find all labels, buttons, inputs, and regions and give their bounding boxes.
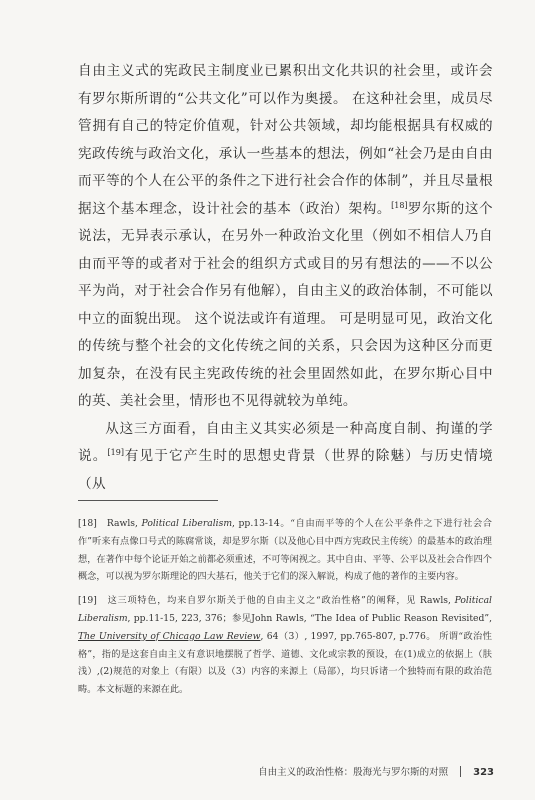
footnote-18-book-title: Political Liberalism: [141, 518, 233, 529]
paragraph-2-continued: 有见于它产生时的思想史背景（世界的除魅）与历史情境（从: [78, 448, 494, 492]
paragraph-1: [78, 58, 493, 416]
page-number: 323: [473, 767, 494, 778]
footnote-18-number: [18]: [78, 518, 97, 529]
footer-separator: [460, 766, 461, 777]
paragraph-2-text: 从这三方面看，自由主义其实必须是一种高度自制、拘谨的学说。: [78, 420, 493, 464]
footnote-19-number: [19]: [78, 595, 97, 607]
footnote-divider: [78, 500, 218, 501]
footnote-ref-19[interactable]: [19]: [107, 448, 124, 457]
running-title: 自由主义的政治性格：殷海光与罗尔斯的对照: [258, 767, 449, 778]
footnote-ref-18[interactable]: [18]: [391, 200, 408, 210]
running-footer: [258, 764, 494, 778]
paragraph-1-text: 自由主义式的宪政民主制度业已累积出文化共识的社会里，或许会有罗尔斯所谓的“公共文化”可以作为奥援。 在这种社会里，成员尽管拥有自己的特定价值观，针对公共领域，却均能根据具有权威的宪政传统与政治文化，承认一些基本的想法，例如“社会乃是由自由而平等的个人在公平的条件之下进行社会合作的体制”，并且尽量根据这个基本理念，设计社会的基本（政治）架构。: [78, 63, 493, 217]
footnote-19-book-title: Political Liberalism: [78, 595, 492, 624]
paragraph-1-continued: 罗尔斯的这个说法，无异表示承认，在另外一种政治文化里（例如不相信人乃自由而平等的或者对于社会的组织方式或目的另有想法的——不以公平为尚，对于社会合作另有他解），自由主义的政治体制，不可能以中立的面貌出现。 这个说法或许有道理。 可是明显可见，政治文化的传统与整个社会的文化传统之间的关系，只会因为这种区分而更加复杂，在没有民主宪政传统的社会里固然如此，在罗尔斯心目中的英、美社会里，情形也不见得就较为单纯。: [78, 200, 494, 409]
paragraph-2: [78, 416, 493, 499]
footnote-19-text-c: , pp.11-15, 223, 376；参见John Rawls, “The Idea of Public Reason Revisited”,: [127, 612, 492, 624]
footnote-19-text-e: , 64（3）, 1997, pp.765-807, p.776。 所谓“政治性格”，指的是这套自由主义有意识地摆脱了哲学、道德、文化或宗教的预设，在(1)成立的依据上（肤浅）,(2)规范的对象上（有限）以及（3）内容的来源上（局部），均只诉诸一个独特而有限的政治范畴。本文标题的来源在此。: [78, 630, 492, 696]
footnote-19-journal-title: The University of Chicago Law Review: [78, 630, 261, 642]
footnotes: [78, 515, 492, 705]
footnote-19: [78, 592, 492, 699]
footnote-18-text-c: , pp.13-14。“自由而平等的个人在公平条件之下进行社会合作”听来有点像口号式的陈腐常谈，却是罗尔斯（以及他心目中西方宪政民主传统）的最基本的政治理想，在著作中每个论证开始之前都必须重述，不可等闲视之。其中自由、平等、公平以及社会合作四个概念，可以视为罗尔斯理论的四大基石，他关于它们的深入解说，构成了他的著作的主要内容。: [78, 518, 492, 583]
footnote-19-text-a: 这三项特色，均来自罗尔斯关于他的自由主义之“政治性格”的阐释，见 Rawls,: [106, 595, 455, 607]
footnote-18-text-a: Rawls,: [106, 518, 142, 529]
main-text: [78, 58, 493, 498]
footnote-18: [78, 515, 492, 586]
